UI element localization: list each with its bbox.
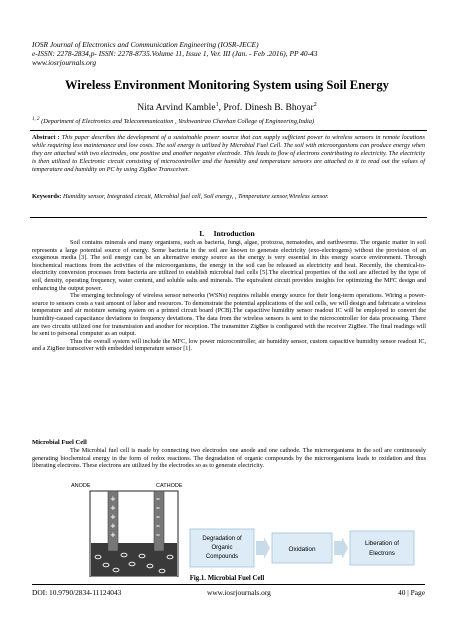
journal-issn: e-ISSN: 2278-2834,p- ISSN: 2278-8735.Volume 11, Issue 1, Ver. III (Jan. - Feb .2016), PP 40-43 xyxy=(32,49,318,59)
author-1: Nita Arvind Kamble xyxy=(137,102,216,114)
mfc-body xyxy=(32,447,426,470)
author-2: , Prof. Dinesh B. Bhoyar xyxy=(218,102,314,114)
footer-site: www.iosrjournals.org xyxy=(207,588,271,597)
mfc-paragraph: The Microbial fuel cell is made by connecting two electrodes one anode and one cathode. The microorganisms in the soil are continuously generating biochemical energy in the form of redox reactions. The degradation of organic compounds by the microorganisms leads to oxidation and thus liberating electrons. These electrons are utilized by the electrodes so as to generate electricity. xyxy=(32,447,426,470)
svg-text:–: – xyxy=(156,503,160,512)
step-liberation xyxy=(350,531,414,565)
svg-text:–: – xyxy=(156,521,160,530)
svg-text:+: + xyxy=(110,531,116,539)
section-number: I. xyxy=(199,229,205,238)
step-degradation-label-1: Degradation of xyxy=(202,536,242,542)
intro-paragraph-3: Thus the overall system will include the MFC, low power microcontroller, air humidity sensor, custom capacitive humidity sensor readout IC, and a ZigBee transceiver with embedded temperature sensor [1]. xyxy=(32,337,426,353)
affiliation xyxy=(32,117,427,125)
journal-name: IOSR Journal of Electronics and Communication Engineering (IOSR-JECE) xyxy=(32,40,259,49)
affiliation-text: (Department of Electronics and Telecommunication , Yeshwantrao Chavhan College of Engineering,India) xyxy=(41,118,315,126)
authors xyxy=(32,102,422,113)
svg-text:–: – xyxy=(156,530,160,539)
cathode-label: CATHODE xyxy=(156,483,183,489)
step-oxidation-label: Oxidation xyxy=(288,546,316,553)
step-degradation-label-2: Organic xyxy=(211,545,233,551)
intro-body xyxy=(32,239,426,353)
anode-label: ANODE xyxy=(71,483,91,489)
section-title: Introduction xyxy=(213,229,255,238)
step-liberation-label-2: Electrons xyxy=(369,550,395,557)
page-footer xyxy=(32,584,425,601)
abstract xyxy=(32,134,425,174)
arrow-1 xyxy=(256,537,270,559)
figure-caption: Fig.1. Microbial Fuel Cell xyxy=(189,575,265,582)
keywords xyxy=(32,193,425,201)
intro-paragraph-2: The emerging technology of wireless sensor networks (WSNs) requires reliable energy source for their long-term operations. Wiring a power-source to sensors costs a vast amount of labor and resources. To demonstrate the potential applications of the soil cells, we will design and fabricate a wireless temperature and air moisture sensing system on a printed circuit board (PCB).The capacitive humidity sensor readout IC will be employed to convert the humidity-caused capacitance deviations to frequency deviations. The data from the wireless sensors is sent to the microcontroller for data processing. There are two circuits utilized one for transmission and another for reception. The transmitter ZigBee is configured with the receiver ZigBee. The final readings will be sent to personal computer as an output. xyxy=(32,292,426,338)
mfc-figure xyxy=(30,477,430,577)
subsection-heading: Microbial Fuel Cell xyxy=(32,439,87,446)
svg-text:+: + xyxy=(110,504,116,512)
svg-text:+: + xyxy=(110,495,116,503)
author-2-sup: 2 xyxy=(313,102,317,108)
footer-page: 40 | Page xyxy=(398,588,425,597)
step-liberation-label-1: Liberation of xyxy=(364,540,400,547)
journal-site: www.iosrjournals.org xyxy=(32,58,97,68)
svg-text:+: + xyxy=(110,513,116,521)
svg-text:+: + xyxy=(110,522,116,530)
minus-signs xyxy=(156,494,160,539)
plus-signs xyxy=(110,495,116,539)
section-heading xyxy=(32,229,422,238)
paper-title: Wireless Environment Monitoring System using Soil Energy xyxy=(65,78,389,92)
svg-text:–: – xyxy=(156,494,160,503)
abstract-label: Abstract : xyxy=(32,134,60,141)
abstract-text: This paper describes the development of a sustainable power source that can supply sufficient power to wireless sensors in remote locations while requiring less maintenance and low costs. The soil energy is utilized by Microbial Fuel Cell. The soil with microorganisms can produce energy when they are attached with two electrodes, one positive and another negative electrode. This leads to flow of electrons contributing to electricity. The electricity is then utilized to Electronic circuit consisting of microcontroller and the humidity and temperature sensors are attached to it to read out the values of temperature and humidity on PC by using ZigBee Transceiver. xyxy=(32,134,425,173)
svg-text:–: – xyxy=(156,512,160,521)
intro-paragraph-1: Soil contains minerals and many organisms, such as bacteria, fungi, algae, protozoa, nematodes, and earthworms. The organic matter in soil represents a large potential source of energy. Some bacteria in the soil are known to generate electricity (exo-electrogens) without the provision of an exogenous media [3]. The soil energy can be an alternative energy source as the energy is very essential in this energy scarce environment. Through biochemical reactions from the activities of the microorganisms, the energy in the soil can be released as electricity and heat. Recently, the chemical-to-electricity conversion processes from bacteria are utilized to establish microbial fuel cells [5].The electrical properties of the soil are affected by the type of soil, density, operating frequency, water content, and soluble salts and minerals. The equivalent circuit provides insights for optimizing the MFC design and enhancing the output power. xyxy=(32,239,426,292)
footer-doi: DOI: 10.9790/2834-11124043 xyxy=(32,588,122,597)
arrow-2 xyxy=(334,537,348,559)
keywords-label: Keywords: xyxy=(32,193,62,200)
keywords-text: Humidity sensor, Integrated circuit, Microbial fuel cell, Soil energy, , Temperature sensor,Wireless sensor. xyxy=(62,193,329,200)
journal-header xyxy=(32,40,427,68)
author-1-sup: 1 xyxy=(215,102,219,108)
affiliation-sup: 1, 2 xyxy=(32,117,40,122)
step-degradation-label-3: Compounds xyxy=(205,554,239,560)
